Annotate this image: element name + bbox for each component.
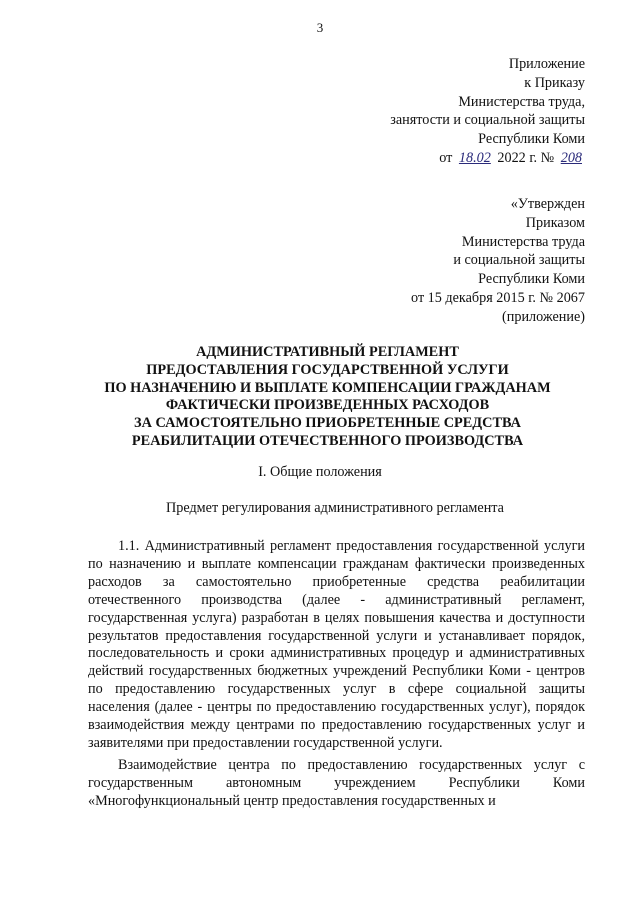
page-number: 3 (316, 20, 324, 35)
approved-line: и социальной защиты (453, 252, 585, 269)
appendix-date-line (390, 149, 585, 168)
appendix-line: Приложение (508, 56, 585, 72)
title-line: ФАКТИЧЕСКИ ПРОИЗВЕДЕННЫХ РАСХОДОВ (165, 397, 490, 414)
appendix-line: Министерства труда, (458, 93, 585, 110)
handwritten-number: 208 (560, 149, 582, 166)
handwritten-date: 18.02 (458, 149, 491, 166)
paragraph: 1.1. Административный регламент предоставления государственной услуги по назначению и выплате компенсации гражданам фактически произведенных расходов за самостоятельно приобретенные средства реабилитации отечественного производства (далее - административный регламент, государственная услуга) разработан в целях повышения качества и доступности результатов предоставления государственной услуги и устанавливает порядок, последовательность и сроки административных процедур и административных действий государственных бюджетных учреждений Республики Коми - центров по предоставлению государственных услуг в сфере социальной защиты населения (далее - центры по предоставлению государственных услуг), порядок взаимодействия между центрами по предоставлению государственных услуг и заявителями при предоставлении государственной услуги. (88, 538, 585, 751)
approved-line: от 15 декабря 2015 г. № 2067 (411, 289, 585, 306)
approved-line: «Утвержден (510, 196, 585, 212)
appendix-line: к Приказу (524, 74, 585, 91)
body-text (88, 538, 585, 811)
appendix-block (390, 55, 585, 168)
title-line: ПРЕДОСТАВЛЕНИЯ ГОСУДАРСТВЕННОЙ УСЛУГИ (146, 361, 509, 378)
appendix-line: Республики Коми (478, 131, 585, 148)
document-title (60, 344, 595, 451)
approved-line: Республики Коми (478, 271, 585, 288)
approved-block (411, 195, 585, 327)
approved-line: Министерства труда (461, 233, 585, 250)
title-line: ЗА САМОСТОЯТЕЛЬНО ПРИОБРЕТЕННЫЕ СРЕДСТВА (134, 415, 521, 432)
title-line: ПО НАЗНАЧЕНИЮ И ВЫПЛАТЕ КОМПЕНСАЦИИ ГРАЖДАНАМ (104, 379, 551, 396)
approved-line: Приказом (525, 214, 585, 231)
approved-line: (приложение) (502, 308, 585, 325)
section-heading: I. Общие положения (258, 464, 382, 480)
date-year: 2022 г. № (497, 149, 555, 166)
appendix-line: занятости и социальной защиты (390, 112, 585, 129)
title-line: РЕАБИЛИТАЦИИ ОТЕЧЕСТВЕННОГО ПРОИЗВОДСТВА (131, 432, 524, 449)
paragraph: Взаимодействие центра по предоставлению государственных услуг с государственным автономным учреждением Республики Коми «Многофункциональный центр предоставления государственных и (88, 756, 585, 809)
subject-heading: Предмет регулирования административного регламента (166, 500, 504, 516)
date-prefix: от (439, 149, 453, 166)
title-line: АДМИНИСТРАТИВНЫЙ РЕГЛАМЕНТ (196, 344, 459, 360)
